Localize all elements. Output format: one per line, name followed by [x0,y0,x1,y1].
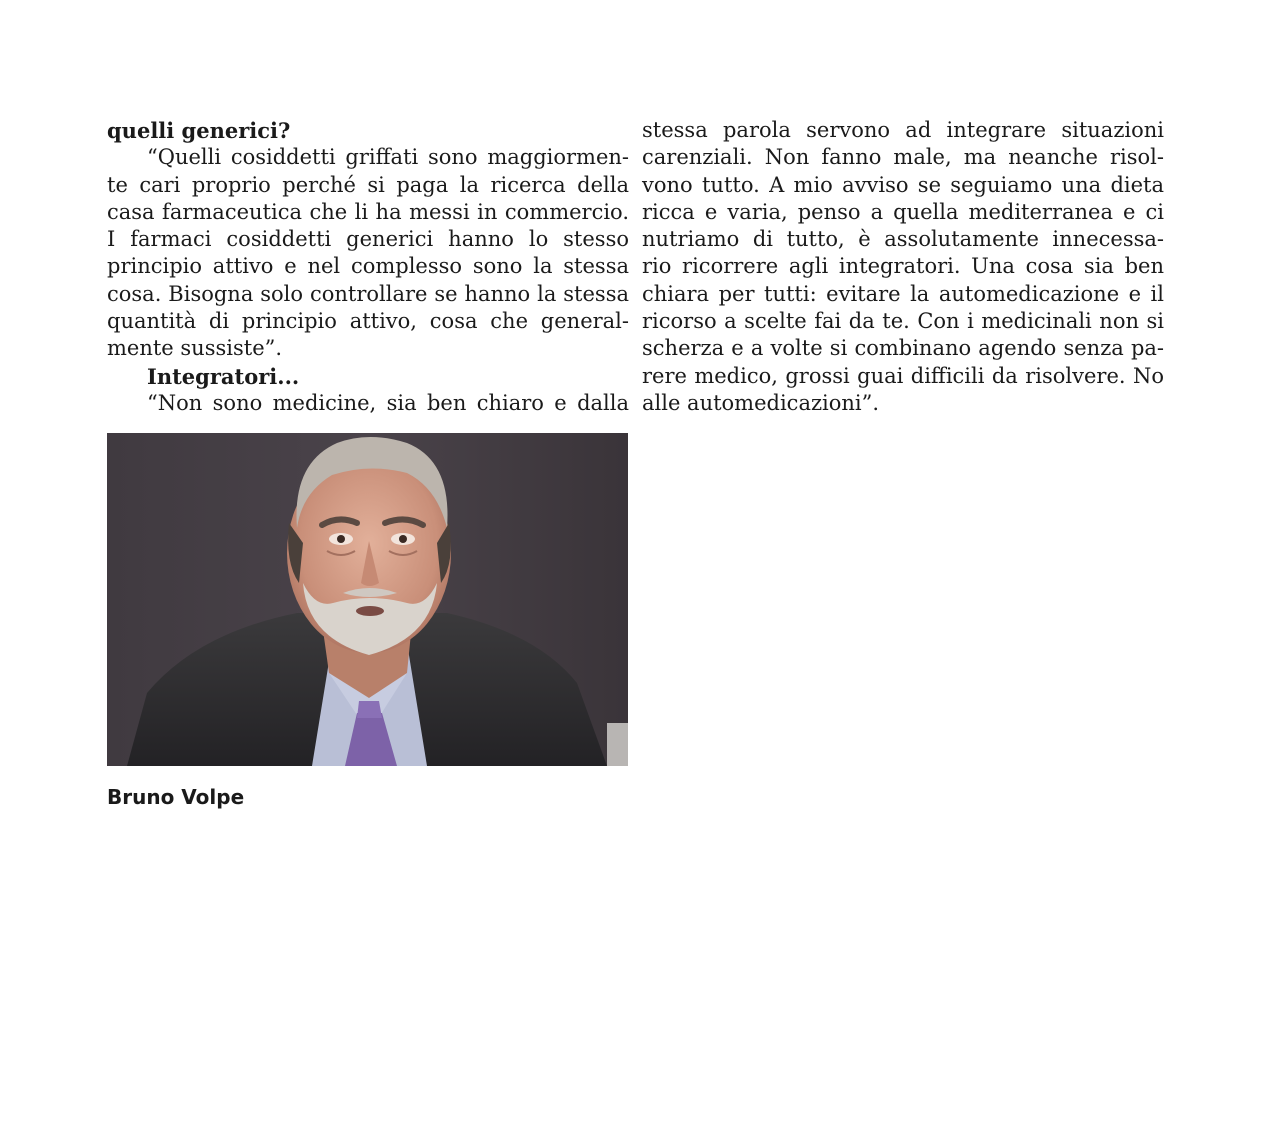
answer-line: cosa. Bisogna solo controllare se hanno la stessa [107,281,629,306]
answer-line: mente sussiste”. [107,336,283,361]
interview-subhead: Integratori... [147,363,300,389]
answer-line: rere medico, grossi guai difficili da risolvere. No [642,363,1164,388]
portrait-illustration [107,433,628,766]
interview-question: quelli generici? [107,118,291,143]
answer-line: ricca e varia, penso a quella mediterranea e ci [642,199,1164,224]
answer-line: vono tutto. A mio avviso se seguiamo una dieta [642,172,1164,197]
answer-line: I farmaci cosiddetti generici hanno lo stesso [107,227,629,252]
answer-line: stessa parola servono ad integrare situazioni [642,118,1164,142]
answer-line: quantità di principio attivo, cosa che general- [107,309,629,334]
article-column-left [107,117,629,417]
portrait-photo [107,433,628,766]
article-column-right [642,117,1164,417]
answer-line: chiara per tutti: evitare la automedicazione e il [642,281,1164,306]
answer-line: “Quelli cosiddetti griffati sono maggiormen- [147,145,629,170]
photo-caption: Bruno Volpe [107,785,245,809]
answer-line: carenziali. Non fanno male, ma neanche risol- [642,145,1164,170]
answer-line: scherza e a volte si combinano agendo senza pa- [642,336,1164,361]
answer-line: alle automedicazioni”. [642,390,880,415]
answer-line: te cari proprio perché si paga la ricerca della [107,172,629,197]
answer-line: casa farmaceutica che li ha messi in commercio. [107,199,629,224]
answer-line: “Non sono medicine, sia ben chiaro e dalla [147,390,629,415]
answer-line: nutriamo di tutto, è assolutamente innecessa- [642,227,1164,252]
answer-line: rio ricorrere agli integratori. Una cosa sia ben [642,254,1164,279]
answer-line: ricorso a scelte fai da te. Con i medicinali non si [642,309,1164,334]
answer-line: principio attivo e nel complesso sono la stessa [107,254,629,279]
